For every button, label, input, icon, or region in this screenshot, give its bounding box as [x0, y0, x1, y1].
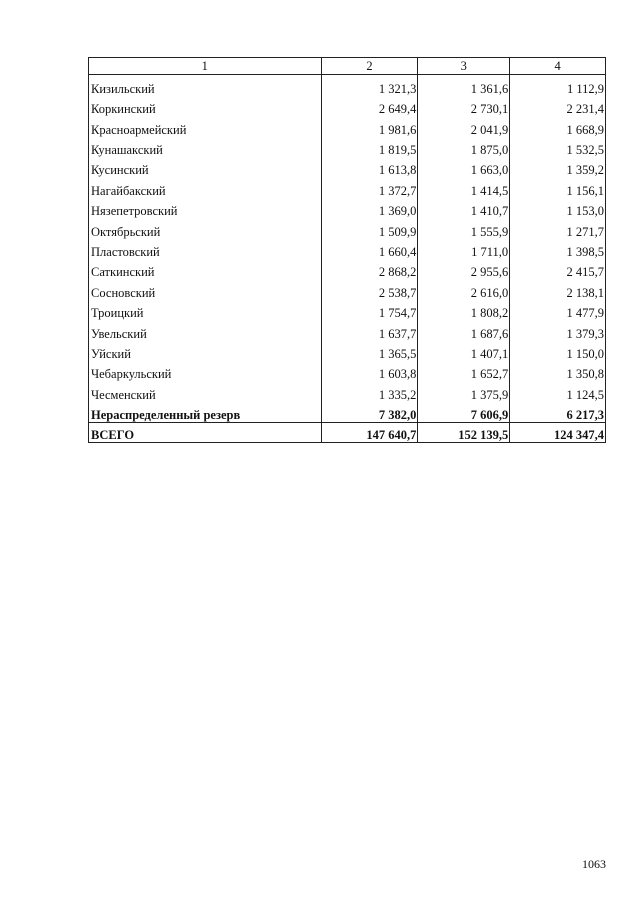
row-name: ВСЕГО — [89, 422, 322, 442]
row-value-col3: 1 375,9 — [418, 381, 510, 401]
row-value-col2: 1 603,8 — [321, 360, 418, 380]
row-value-col4: 2 138,1 — [510, 279, 606, 299]
row-value-col2: 1 369,0 — [321, 197, 418, 217]
row-name: Чесменский — [89, 381, 322, 401]
row-name: Увельский — [89, 320, 322, 340]
row-value-col3: 1 410,7 — [418, 197, 510, 217]
row-value-col3: 1 652,7 — [418, 360, 510, 380]
table-body — [89, 75, 606, 443]
table-row-total — [89, 422, 606, 442]
table-row — [89, 299, 606, 319]
row-value-col3: 7 606,9 — [418, 401, 510, 422]
row-value-col2: 147 640,7 — [321, 422, 418, 442]
column-header: 4 — [510, 58, 606, 75]
row-value-col3: 2 955,6 — [418, 259, 510, 279]
table-row-reserve — [89, 401, 606, 422]
row-value-col4: 2 415,7 — [510, 259, 606, 279]
row-value-col4: 1 477,9 — [510, 299, 606, 319]
row-value-col4: 6 217,3 — [510, 401, 606, 422]
row-value-col2: 1 509,9 — [321, 218, 418, 238]
row-value-col4: 1 156,1 — [510, 177, 606, 197]
row-value-col2: 1 660,4 — [321, 238, 418, 258]
row-value-col3: 2 616,0 — [418, 279, 510, 299]
table-row — [89, 259, 606, 279]
row-value-col4: 1 112,9 — [510, 75, 606, 96]
row-value-col2: 1 613,8 — [321, 157, 418, 177]
budget-table — [88, 57, 606, 443]
table-row — [89, 75, 606, 96]
row-value-col2: 1 819,5 — [321, 136, 418, 156]
row-name: Нераспределенный резерв — [89, 401, 322, 422]
row-name: Кизильский — [89, 75, 322, 96]
row-name: Троицкий — [89, 299, 322, 319]
row-name: Кусинский — [89, 157, 322, 177]
row-value-col4: 1 359,2 — [510, 157, 606, 177]
table-row — [89, 157, 606, 177]
row-value-col2: 2 649,4 — [321, 95, 418, 115]
row-value-col3: 1 414,5 — [418, 177, 510, 197]
row-value-col2: 2 538,7 — [321, 279, 418, 299]
row-value-col4: 1 350,8 — [510, 360, 606, 380]
row-value-col3: 1 361,6 — [418, 75, 510, 96]
row-value-col4: 1 271,7 — [510, 218, 606, 238]
table-row — [89, 340, 606, 360]
row-value-col2: 1 335,2 — [321, 381, 418, 401]
table-row — [89, 95, 606, 115]
row-value-col4: 124 347,4 — [510, 422, 606, 442]
table-row — [89, 116, 606, 136]
row-name: Сосновский — [89, 279, 322, 299]
row-value-col4: 1 153,0 — [510, 197, 606, 217]
column-header: 1 — [89, 58, 322, 75]
row-value-col2: 1 321,3 — [321, 75, 418, 96]
row-value-col2: 1 981,6 — [321, 116, 418, 136]
row-value-col4: 2 231,4 — [510, 95, 606, 115]
row-name: Октябрьский — [89, 218, 322, 238]
row-value-col3: 1 875,0 — [418, 136, 510, 156]
row-name: Кунашакский — [89, 136, 322, 156]
row-value-col2: 7 382,0 — [321, 401, 418, 422]
row-value-col3: 152 139,5 — [418, 422, 510, 442]
column-header: 3 — [418, 58, 510, 75]
row-value-col2: 2 868,2 — [321, 259, 418, 279]
table-row — [89, 320, 606, 340]
row-value-col3: 1 407,1 — [418, 340, 510, 360]
row-value-col3: 2 730,1 — [418, 95, 510, 115]
table-row — [89, 197, 606, 217]
table-row — [89, 360, 606, 380]
table-row — [89, 279, 606, 299]
row-value-col4: 1 398,5 — [510, 238, 606, 258]
row-value-col2: 1 372,7 — [321, 177, 418, 197]
table-row — [89, 218, 606, 238]
row-value-col3: 1 711,0 — [418, 238, 510, 258]
row-name: Уйский — [89, 340, 322, 360]
row-value-col2: 1 365,5 — [321, 340, 418, 360]
row-value-col4: 1 379,3 — [510, 320, 606, 340]
row-value-col3: 2 041,9 — [418, 116, 510, 136]
table-row — [89, 238, 606, 258]
row-value-col4: 1 150,0 — [510, 340, 606, 360]
row-value-col4: 1 668,9 — [510, 116, 606, 136]
row-value-col3: 1 808,2 — [418, 299, 510, 319]
row-value-col4: 1 532,5 — [510, 136, 606, 156]
row-name: Нязепетровский — [89, 197, 322, 217]
row-value-col3: 1 663,0 — [418, 157, 510, 177]
row-value-col2: 1 637,7 — [321, 320, 418, 340]
row-name: Саткинский — [89, 259, 322, 279]
column-header: 2 — [321, 58, 418, 75]
row-value-col3: 1 687,6 — [418, 320, 510, 340]
table-row — [89, 381, 606, 401]
table-row — [89, 136, 606, 156]
row-value-col2: 1 754,7 — [321, 299, 418, 319]
row-value-col4: 1 124,5 — [510, 381, 606, 401]
row-name: Чебаркульский — [89, 360, 322, 380]
row-name: Пластовский — [89, 238, 322, 258]
row-value-col3: 1 555,9 — [418, 218, 510, 238]
page-number: 1063 — [582, 857, 606, 871]
row-name: Нагайбакский — [89, 177, 322, 197]
table-header-row — [89, 58, 606, 75]
row-name: Красноармейский — [89, 116, 322, 136]
table-row — [89, 177, 606, 197]
row-name: Коркинский — [89, 95, 322, 115]
